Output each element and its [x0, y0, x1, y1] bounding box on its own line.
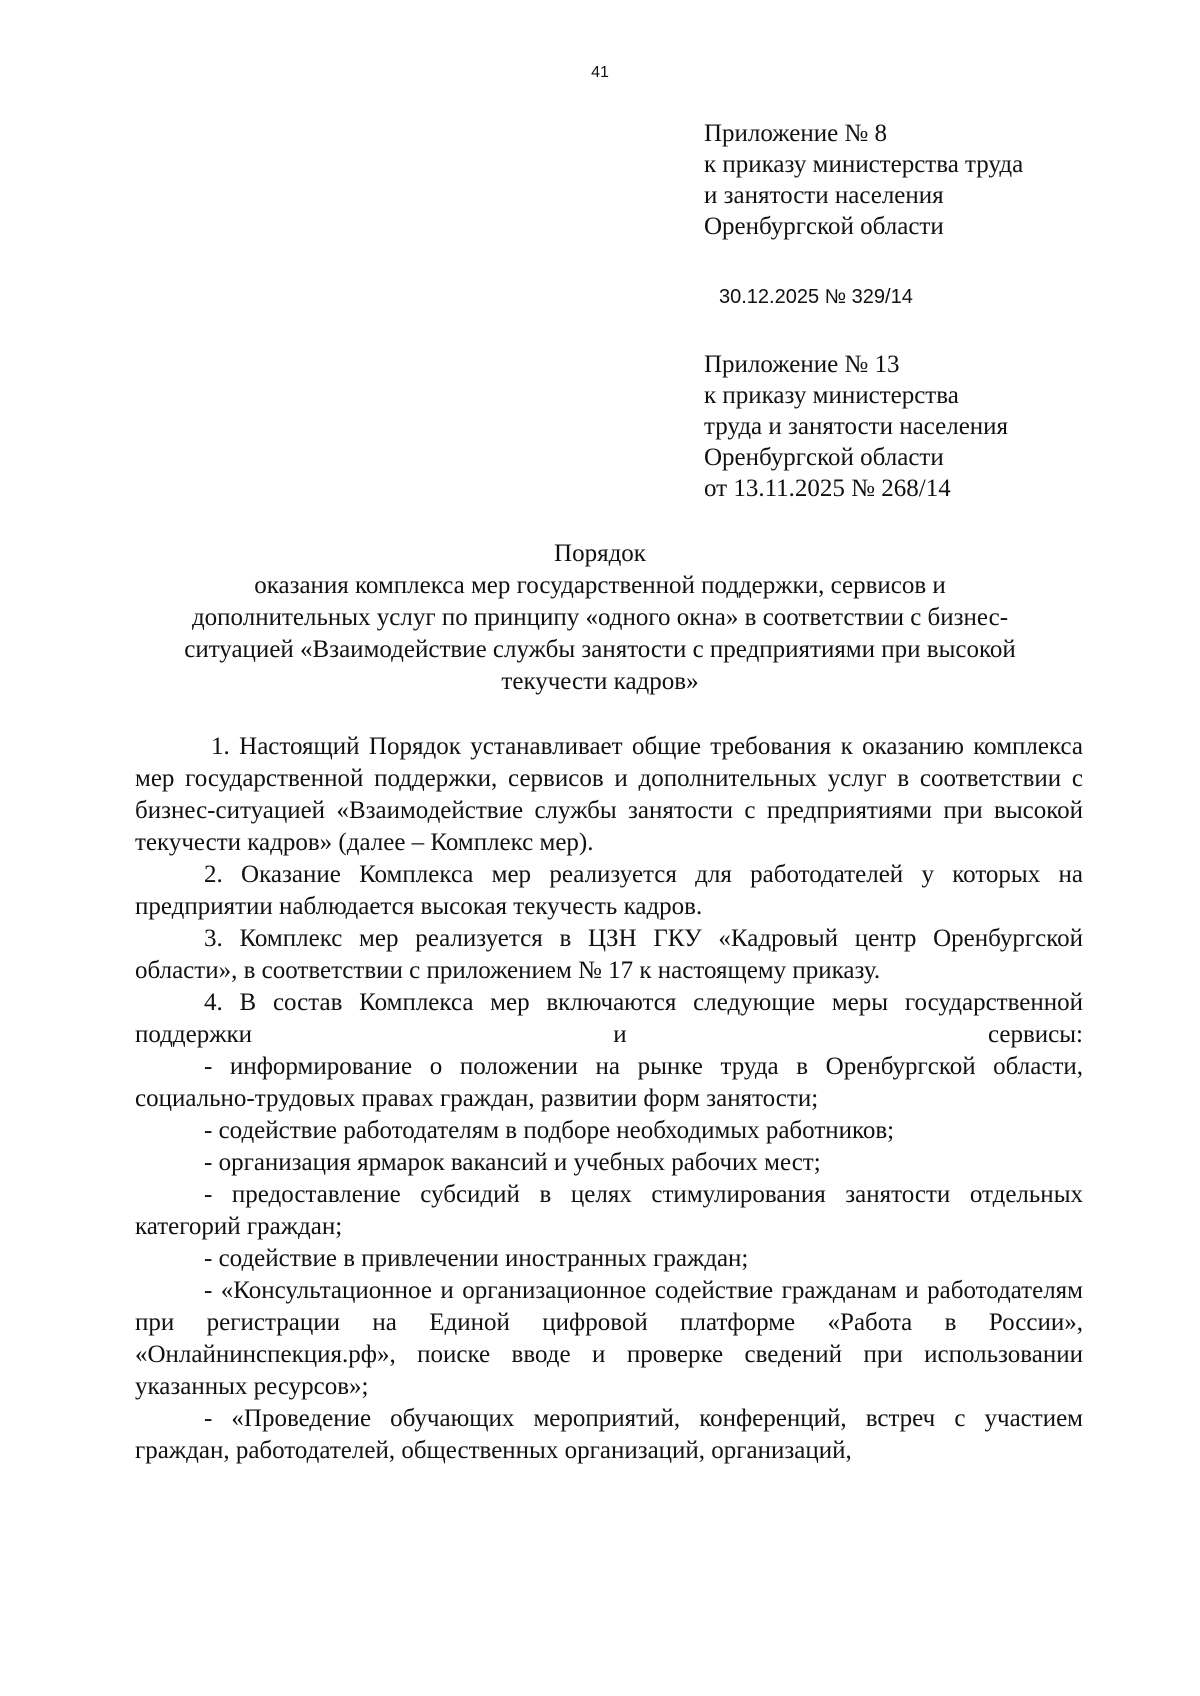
attachment-primary-line: Оренбургской области [704, 213, 944, 240]
paragraph-3: 3. Комплекс мер реализуется в ЦЗН ГКУ «Кадровый центр Оренбургской области», в соответствии с приложением № 17 к настоящему приказу. [135, 925, 1083, 984]
attachment-primary-line: Приложение № 8 [704, 120, 888, 147]
attachment-primary-block [704, 118, 1023, 242]
list-item: - организация ярмарок вакансий и учебных рабочих мест; [204, 1149, 821, 1176]
list-item: - «Консультационное и организационное содействие гражданам и работодателям при регистрации на Единой цифровой платформе «Работа в России», «Онлайнинспекция.рф», поиске вводе и проверке сведений при использовании указанных ресурсов»; [135, 1277, 1083, 1400]
attachment-primary-line: к приказу министерства труда [704, 151, 1024, 178]
attachment-secondary-block [704, 349, 1008, 504]
order-date-stamp: 30.12.2025 № 329/14 [719, 286, 913, 308]
list-item: - информирование о положении на рынке труда в Оренбургской области, социально-трудовых правах граждан, развитии форм занятости; [135, 1053, 1083, 1112]
paragraph-4: 4. В состав Комплекса мер включаются следующие меры государственной поддержки и сервисы: [135, 989, 1083, 1048]
title-line: текучести кадров» [501, 668, 699, 695]
page-number: 41 [591, 64, 609, 81]
attachment-secondary-line: к приказу министерства [704, 382, 959, 409]
title-heading: Порядок [554, 540, 646, 567]
list-item: - «Проведение обучающих мероприятий, конференций, встреч с участием граждан, работодателей, общественных организаций, организаций, [135, 1405, 1083, 1464]
list-item: - содействие работодателям в подборе необходимых работников; [204, 1117, 895, 1144]
title-line: дополнительных услуг по принципу «одного окна» в соответствии с бизнес- [191, 604, 1009, 631]
paragraph-1: 1. Настоящий Порядок устанавливает общие требования к оказанию комплекса мер государственной поддержки, сервисов и дополнительных услуг в соответствии с бизнес-ситуацией «Взаимодействие службы занятости с предприятиями при высокой текучести кадров» (далее – Комплекс мер). [135, 733, 1083, 856]
attachment-secondary-line: от 13.11.2025 № 268/14 [704, 475, 951, 502]
attachment-secondary-line: Приложение № 13 [704, 351, 900, 378]
title-line: оказания комплекса мер государственной поддержки, сервисов и [254, 572, 946, 599]
document-body [135, 731, 1083, 1467]
attachment-primary-line: и занятости населения [704, 182, 944, 209]
paragraph-2: 2. Оказание Комплекса мер реализуется для работодателей у которых на предприятии наблюдается высокая текучесть кадров. [135, 861, 1083, 920]
document-title [120, 538, 1080, 698]
attachment-secondary-line: Оренбургской области [704, 444, 944, 471]
list-item: - содействие в привлечении иностранных граждан; [204, 1245, 749, 1272]
list-item: - предоставление субсидий в целях стимулирования занятости отдельных категорий граждан; [135, 1181, 1083, 1240]
title-line: ситуацией «Взаимодействие службы занятости с предприятиями при высокой [184, 636, 1016, 663]
attachment-secondary-line: труда и занятости населения [704, 413, 1009, 440]
